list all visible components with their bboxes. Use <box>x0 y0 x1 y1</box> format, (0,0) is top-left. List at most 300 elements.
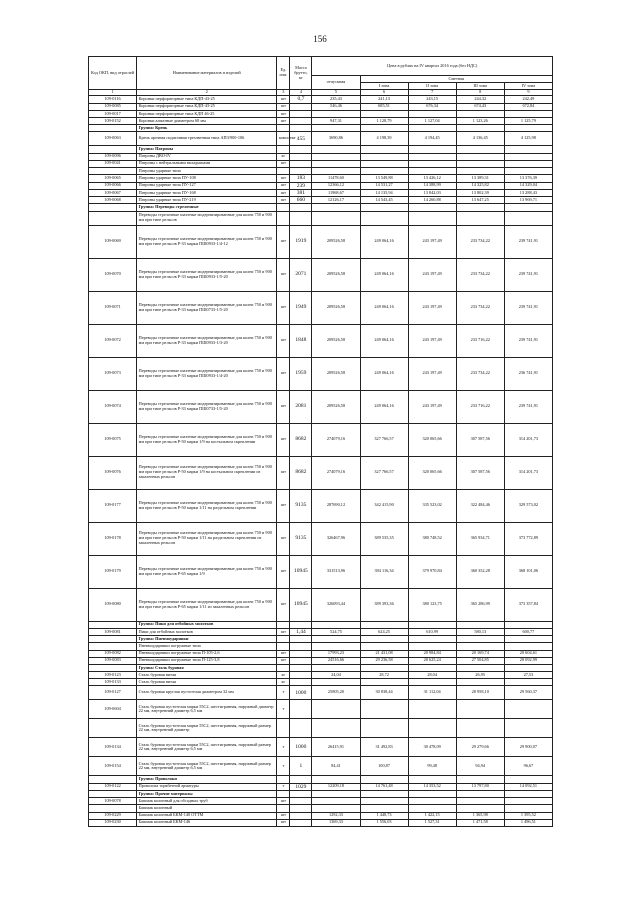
cell-unit: кг <box>277 679 290 686</box>
cell-base-price: 12209,18 <box>312 783 360 790</box>
cell-name: Группа: Сталь буровая <box>137 664 277 671</box>
cell-zone-4 <box>504 146 552 153</box>
cell-name: Патроны ударные типа ПУ-127 <box>137 182 277 189</box>
cell-name: Переводы стрелочные шахтные модернизированные для колеи 750 и 900 мм при типе рельсов Р-50 марки 1/9 на костыльном скреплении <box>137 423 277 456</box>
cell-zone-1: 342 415,90 <box>360 489 408 522</box>
cell-code: 109-0096 <box>89 153 137 160</box>
cell-zone-4 <box>504 790 552 797</box>
table-row <box>89 175 553 182</box>
cell-zone-4 <box>504 160 552 167</box>
cell-zone-2: 13 426,12 <box>408 175 456 182</box>
header-zone-4: IV зона <box>504 83 552 90</box>
cell-unit: шт <box>277 628 290 635</box>
table-row <box>89 160 553 167</box>
cell-zone-4 <box>504 211 552 225</box>
cell-base-price <box>312 664 360 671</box>
cell-name: Группа: Прочие материалы <box>137 790 277 797</box>
cell-zone-3: 1 365,98 <box>456 812 504 819</box>
cell-zone-3 <box>456 790 504 797</box>
cell-zone-3: 14 325,82 <box>456 182 504 189</box>
cell-zone-3: 1 471,58 <box>456 819 504 826</box>
table-row <box>89 522 553 555</box>
cell-unit: шт <box>277 258 290 291</box>
cell-zone-1 <box>360 211 408 225</box>
cell-unit <box>277 146 290 153</box>
cell-base-price: 11478,60 <box>312 175 360 182</box>
cell-unit <box>277 168 290 175</box>
cell-mass: 9135 <box>290 522 312 555</box>
cell-base-price: 546,46 <box>312 103 360 110</box>
cell-code: 109-0122 <box>89 783 137 790</box>
col-number: 8 <box>456 90 504 96</box>
cell-code: 109-0083 <box>89 657 137 664</box>
cell-base-price <box>312 204 360 211</box>
cell-zone-4: 239 741,91 <box>504 291 552 324</box>
cell-zone-2: 380 748,52 <box>408 522 456 555</box>
cell-code: 109-0041 <box>89 160 137 167</box>
cell-zone-1 <box>360 204 408 211</box>
cell-zone-4 <box>504 168 552 175</box>
col-number: 3 <box>277 90 290 96</box>
cell-zone-2 <box>408 160 456 167</box>
cell-name: Группа: Крепь <box>137 125 277 132</box>
group-row <box>89 125 553 132</box>
cell-unit: шт <box>277 650 290 657</box>
table-row <box>89 258 553 291</box>
cell-zone-1: 13 549,88 <box>360 175 408 182</box>
cell-zone-1 <box>360 790 408 797</box>
cell-base-price <box>312 643 360 650</box>
cell-mass <box>290 110 312 117</box>
cell-zone-1: 249 064,16 <box>360 258 408 291</box>
cell-zone-2 <box>408 798 456 805</box>
cell-zone-3: 365 934,71 <box>456 522 504 555</box>
cell-zone-2: 243 197,49 <box>408 357 456 390</box>
cell-mass <box>290 118 312 125</box>
cell-base-price: 274079,16 <box>312 423 360 456</box>
cell-zone-1: 14 135,94 <box>360 189 408 196</box>
cell-name: Группа: Пики для отбойных молотков <box>137 621 277 628</box>
table-row <box>89 798 553 805</box>
table-row <box>89 700 553 719</box>
cell-zone-1 <box>360 168 408 175</box>
cell-zone-4: 672,84 <box>504 103 552 110</box>
header-zone-2: II зона <box>408 83 456 90</box>
cell-code: 109-0134 <box>89 738 137 757</box>
cell-name: Группа: Патроны <box>137 146 277 153</box>
cell-base-price <box>312 636 360 643</box>
cell-mass <box>290 790 312 797</box>
cell-unit: комплект <box>277 132 290 146</box>
cell-zone-2: 243 197,49 <box>408 258 456 291</box>
cell-zone-3: 674,43 <box>456 103 504 110</box>
cell-unit: шт <box>277 390 290 423</box>
cell-name: Переводы стрелочные шахтные модернизированные для колеи 750 и 900 мм при типе рельсов Р-33 марки ПШ0933-1/5-20 <box>137 258 277 291</box>
cell-mass <box>290 160 312 167</box>
cell-unit: кг <box>277 153 290 160</box>
cell-base-price: 287690,12 <box>312 489 360 522</box>
cell-zone-1 <box>360 146 408 153</box>
cell-mass: 381 <box>290 189 312 196</box>
cell-unit <box>277 125 290 132</box>
cell-base-price <box>312 168 360 175</box>
cell-base-price: 209526,58 <box>312 225 360 258</box>
cell-zone-2: 320 065,66 <box>408 456 456 489</box>
cell-unit: кг <box>277 672 290 679</box>
cell-code: 109-0076 <box>89 456 137 489</box>
cell-zone-2 <box>408 643 456 650</box>
cell-zone-4: 13 969,71 <box>504 197 552 204</box>
cell-code: 109-0078 <box>89 798 137 805</box>
cell-name: Башмак колонный БКМ-146 <box>137 819 277 826</box>
cell-mass <box>290 672 312 679</box>
cell-mass <box>290 805 312 812</box>
header-price-title: Цена в рублях на IV квартал 2016 года (без НДС) <box>312 57 553 76</box>
cell-zone-3: 94,94 <box>456 757 504 776</box>
header-code: Код ОКП, вид отраслей <box>89 57 137 90</box>
cell-zone-2 <box>408 153 456 160</box>
cell-mass: 1949 <box>290 291 312 324</box>
cell-zone-1: 21 431,08 <box>360 650 408 657</box>
cell-zone-2: 676,34 <box>408 103 456 110</box>
cell-zone-1 <box>360 621 408 628</box>
cell-base-price <box>312 125 360 132</box>
cell-base-price: 209526,58 <box>312 258 360 291</box>
cell-zone-2: 1 127,04 <box>408 118 456 125</box>
cell-code: 109-0069 <box>89 225 137 258</box>
cell-zone-3: 360 352,28 <box>456 555 504 588</box>
cell-base-price: 1292,33 <box>312 812 360 819</box>
cell-base-price: 326467,96 <box>312 522 360 555</box>
cell-name: Пневмоударники погружные типа П-105-2,6 <box>137 650 277 657</box>
cell-code <box>89 643 137 650</box>
cell-base-price: 12126,17 <box>312 197 360 204</box>
cell-zone-3 <box>456 110 504 117</box>
cell-zone-1 <box>360 798 408 805</box>
cell-zone-4: 600,77 <box>504 628 552 635</box>
cell-zone-3 <box>456 153 504 160</box>
cell-unit <box>277 805 290 812</box>
cell-unit: шт <box>277 110 290 117</box>
cell-zone-4 <box>504 719 552 738</box>
cell-name: Переводы стрелочные шахтные модернизированные для колеи 750 и 900 мм при типе рельсов Р-33 марки ПШ0733-1/5-20 <box>137 390 277 423</box>
cell-code <box>89 664 137 671</box>
cell-mass <box>290 776 312 783</box>
cell-name: Пики для отбойных молотков <box>137 628 277 635</box>
table-row <box>89 805 553 812</box>
cell-zone-3: 27 504,85 <box>456 657 504 664</box>
cell-zone-2: 1 527,31 <box>408 819 456 826</box>
cell-unit: шт <box>277 175 290 182</box>
cell-zone-3 <box>456 700 504 719</box>
cell-name: Проволока торкбетной арматуры <box>137 783 277 790</box>
cell-code <box>89 790 137 797</box>
cell-zone-1: 249 064,16 <box>360 324 408 357</box>
cell-mass: 8682 <box>290 456 312 489</box>
cell-unit: шт <box>277 489 290 522</box>
col-number: 7 <box>408 90 456 96</box>
cell-unit: шт <box>277 160 290 167</box>
header-name: Наименование материалов и изделий <box>137 57 277 90</box>
cell-zone-1: 249 064,16 <box>360 291 408 324</box>
cell-zone-2: 30 478,09 <box>408 738 456 757</box>
cell-zone-1 <box>360 664 408 671</box>
cell-base-price: 1369,33 <box>312 819 360 826</box>
cell-code: 109-0081 <box>89 628 137 635</box>
cell-name: Переводы стрелочные шахтные модернизированные для колеи 750 и 900 мм при типе рельсов <box>137 211 277 225</box>
cell-zone-2: 379 970,84 <box>408 555 456 588</box>
col-number: 1 <box>89 90 137 96</box>
table-row <box>89 423 553 456</box>
table-row <box>89 189 553 196</box>
cell-zone-4: 20 604,61 <box>504 650 552 657</box>
cell-code: 109-0070 <box>89 258 137 291</box>
cell-zone-4 <box>504 110 552 117</box>
cell-zone-3: 322 484,46 <box>456 489 504 522</box>
cell-unit: т <box>277 738 290 757</box>
col-number: 5 <box>312 90 360 96</box>
cell-zone-2 <box>408 679 456 686</box>
table-row <box>89 783 553 790</box>
cell-name: Патроны ударные типа ПУ-168 <box>137 189 277 196</box>
cell-name: Патроны с нейтральными вкладышами <box>137 160 277 167</box>
cell-mass <box>290 103 312 110</box>
cell-zone-2 <box>408 110 456 117</box>
cell-code: 109-0154 <box>89 757 137 776</box>
cell-code: 109-0068 <box>89 197 137 204</box>
cell-zone-3: 13 647,25 <box>456 197 504 204</box>
cell-mass <box>290 798 312 805</box>
table-row <box>89 657 553 664</box>
cell-zone-2: 610,99 <box>408 628 456 635</box>
header-price-base: отпускная <box>312 76 360 90</box>
cell-code <box>89 636 137 643</box>
cell-zone-3: 13 389,31 <box>456 175 504 182</box>
cell-zone-2 <box>408 125 456 132</box>
cell-unit: т <box>277 757 290 776</box>
cell-unit: шт <box>277 96 290 103</box>
cell-code <box>89 211 137 225</box>
cell-code: 109-0082 <box>89 650 137 657</box>
cell-unit: шт <box>277 225 290 258</box>
cell-base-price: 24,04 <box>312 672 360 679</box>
group-row <box>89 621 553 628</box>
cell-zone-4: 96,67 <box>504 757 552 776</box>
cell-zone-2 <box>408 168 456 175</box>
cell-zone-1 <box>360 719 408 738</box>
cell-name: Патроны ДВО-IV <box>137 153 277 160</box>
cell-mass: 1959 <box>290 357 312 390</box>
cell-zone-1: 249 064,16 <box>360 390 408 423</box>
cell-name: Переводы стрелочные шахтные модернизированные для колеи 750 и 900 мм при типе рельсов Р-33 марки ПШ0933-1/4-12 <box>137 225 277 258</box>
cell-code: 109-0063 <box>89 132 137 146</box>
group-row <box>89 146 553 153</box>
cell-zone-4: 1 496,51 <box>504 819 552 826</box>
cell-unit <box>277 204 290 211</box>
table-row <box>89 738 553 757</box>
cell-zone-4: 14 092,51 <box>504 783 552 790</box>
group-row <box>89 790 553 797</box>
cell-zone-3: 29 279,66 <box>456 738 504 757</box>
cell-name: Переводы стрелочные шахтные модернизированные для колеи 750 и 900 мм при типе рельсов Р-33 марки ПШ0933-1/3-20 <box>137 324 277 357</box>
cell-zone-4: 239 741,91 <box>504 225 552 258</box>
cell-base-price: 17993,23 <box>312 650 360 657</box>
cell-code: 109-0071 <box>89 291 137 324</box>
group-row <box>89 204 553 211</box>
cell-unit <box>277 636 290 643</box>
cell-zone-4: 239 741,91 <box>504 390 552 423</box>
cell-mass <box>290 679 312 686</box>
cell-name: Группа: Проволоки <box>137 776 277 783</box>
cell-base-price <box>312 146 360 153</box>
cell-zone-2: 99,48 <box>408 757 456 776</box>
table-row <box>89 679 553 686</box>
cell-zone-4 <box>504 798 552 805</box>
cell-unit: шт <box>277 197 290 204</box>
cell-unit: шт <box>277 118 290 125</box>
cell-mass: 455 <box>290 132 312 146</box>
cell-mass <box>290 657 312 664</box>
cell-code: 109-0133 <box>89 679 137 686</box>
cell-zone-3: 307 587,56 <box>456 456 504 489</box>
cell-zone-2: 243,15 <box>408 96 456 103</box>
cell-zone-4: 29 560,37 <box>504 686 552 700</box>
cell-mass <box>290 125 312 132</box>
cell-zone-3: 233 734,22 <box>456 291 504 324</box>
cell-zone-4: 373 357,84 <box>504 588 552 621</box>
cell-zone-1: 685,51 <box>360 103 408 110</box>
cell-unit: шт <box>277 522 290 555</box>
cell-zone-2: 243 197,49 <box>408 324 456 357</box>
cell-code: 109-0127 <box>89 686 137 700</box>
cell-mass: 239 <box>290 182 312 189</box>
cell-mass <box>290 636 312 643</box>
cell-zone-3 <box>456 679 504 686</box>
cell-zone-4 <box>504 679 552 686</box>
cell-mass <box>290 168 312 175</box>
cell-code: 109-0074 <box>89 390 137 423</box>
cell-unit: шт <box>277 657 290 664</box>
table-row <box>89 390 553 423</box>
table-row <box>89 118 553 125</box>
cell-unit <box>277 643 290 650</box>
cell-zone-4: 29 900,07 <box>504 738 552 757</box>
cell-zone-4: 314 201,73 <box>504 423 552 456</box>
cell-zone-2: 243 197,49 <box>408 225 456 258</box>
cell-mass: 2071 <box>290 258 312 291</box>
cell-zone-2: 28,04 <box>408 672 456 679</box>
cell-zone-3: 20 169,74 <box>456 650 504 657</box>
cell-code: 109-0066 <box>89 182 137 189</box>
cell-base-price <box>312 805 360 812</box>
cell-zone-2 <box>408 805 456 812</box>
table-row <box>89 211 553 225</box>
cell-name: Патроны ударные типа ПУ-108 <box>137 175 277 182</box>
table-row <box>89 132 553 146</box>
col-number: 6 <box>360 90 408 96</box>
cell-zone-4: 239 741,91 <box>504 258 552 291</box>
cell-zone-4: 242,49 <box>504 96 552 103</box>
cell-zone-4 <box>504 805 552 812</box>
table-row <box>89 672 553 679</box>
cell-unit: шт <box>277 357 290 390</box>
cell-name: Коронки перфораторные типа КДП-43-25 <box>137 96 277 103</box>
cell-name: Группа: Пневмоударники <box>137 636 277 643</box>
cell-zone-1: 14 761,48 <box>360 783 408 790</box>
cell-zone-2 <box>408 211 456 225</box>
cell-base-price: 209526,58 <box>312 390 360 423</box>
cell-zone-3 <box>456 636 504 643</box>
cell-unit: шт <box>277 812 290 819</box>
cell-unit: шт <box>277 555 290 588</box>
table-row <box>89 103 553 110</box>
cell-code <box>89 776 137 783</box>
cell-mass: 1000 <box>290 686 312 700</box>
cell-base-price <box>312 110 360 117</box>
cell-zone-1: 29 236,58 <box>360 657 408 664</box>
cell-name: Переводы стрелочные шахтные модернизированные для колеи 750 и 900 мм при типе рельсов Р-50 марки 1/11 на раздельном скреплении из закаленных рельсов <box>137 522 277 555</box>
cell-zone-2: 380 123,75 <box>408 588 456 621</box>
cell-zone-1 <box>360 679 408 686</box>
cell-zone-4: 27,53 <box>504 672 552 679</box>
cell-base-price: 24516,66 <box>312 657 360 664</box>
cell-code <box>89 719 137 738</box>
cell-code: 109-0085 <box>89 103 137 110</box>
cell-zone-4 <box>504 664 552 671</box>
cell-zone-2: 335 523,02 <box>408 489 456 522</box>
cell-code <box>89 168 137 175</box>
table-row <box>89 650 553 657</box>
cell-code: 109-0080 <box>89 588 137 621</box>
cell-zone-1: 31 492,83 <box>360 738 408 757</box>
cell-zone-4: 373 772,89 <box>504 522 552 555</box>
cell-zone-4: 1 395,52 <box>504 812 552 819</box>
header-zone-3: III зона <box>456 83 504 90</box>
cell-base-price: 947,31 <box>312 118 360 125</box>
cell-code: 109-0230 <box>89 819 137 826</box>
cell-zone-2 <box>408 636 456 643</box>
cell-mass: 10945 <box>290 588 312 621</box>
cell-name: Коронки перфораторные типа КДП-43-25 <box>137 103 277 110</box>
cell-zone-4: 329 573,02 <box>504 489 552 522</box>
cell-zone-2: 1 422,15 <box>408 812 456 819</box>
cell-zone-4 <box>504 700 552 719</box>
cell-zone-3: 233 734,22 <box>456 357 504 390</box>
table-row <box>89 643 553 650</box>
cell-unit: шт <box>277 819 290 826</box>
cell-zone-4 <box>504 621 552 628</box>
table-row <box>89 757 553 776</box>
cell-name: Переводы стрелочные шахтные модернизированные для колеи 750 и 900 мм при типе рельсов Р-33 марки ПШ0733-1/5-20 <box>137 291 277 324</box>
cell-base-price: 209526,58 <box>312 357 360 390</box>
cell-name: Коронки алмазные диаметром 68 мм <box>137 118 277 125</box>
cell-unit: шт <box>277 588 290 621</box>
cell-mass <box>290 664 312 671</box>
table-row <box>89 291 553 324</box>
cell-zone-4: 14 329,04 <box>504 182 552 189</box>
cell-mass <box>290 621 312 628</box>
table-row <box>89 182 553 189</box>
cell-base-price <box>312 211 360 225</box>
cell-mass <box>290 146 312 153</box>
cell-zone-2: 14 353,52 <box>408 783 456 790</box>
cell-name: Переводы стрелочные шахтные модернизированные для колеи 750 и 900 мм при типе рельсов Р-50 марки 1/9 на костыльном скреплении из закаленных рельсов <box>137 456 277 489</box>
cell-unit: шт <box>277 798 290 805</box>
cell-mass <box>290 819 312 826</box>
cell-unit: шт <box>277 182 290 189</box>
cell-base-price <box>312 153 360 160</box>
cell-zone-1: 30 838,44 <box>360 686 408 700</box>
